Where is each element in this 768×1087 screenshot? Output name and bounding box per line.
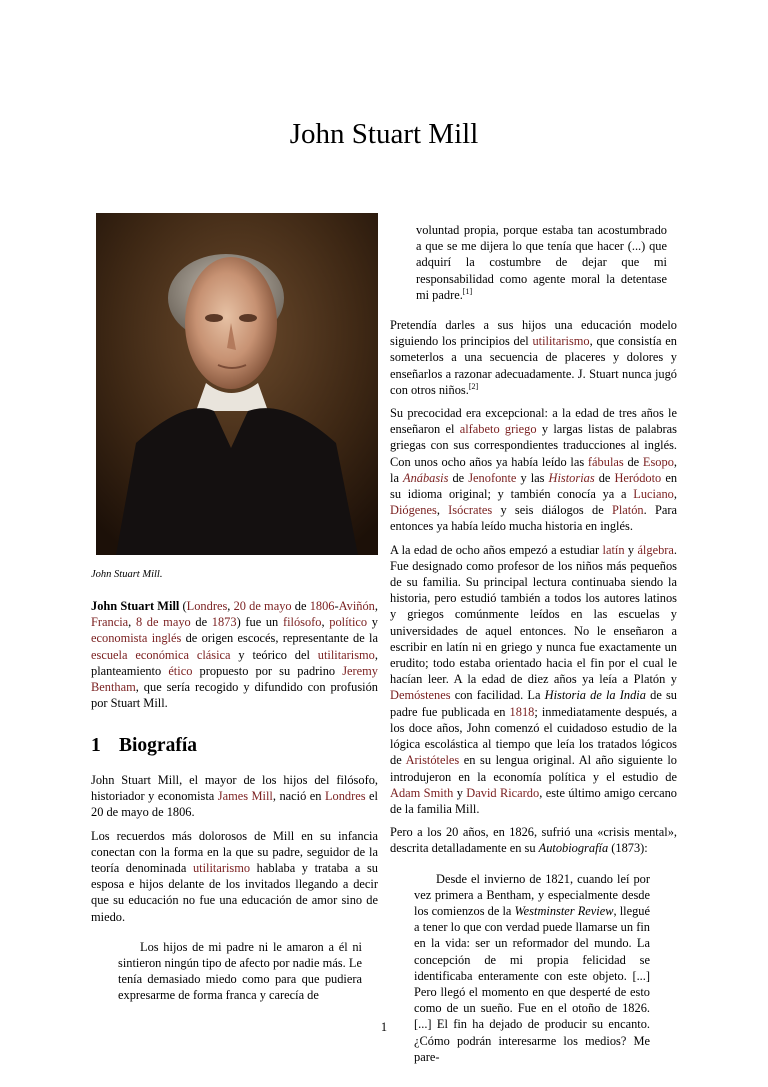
link-filosofo[interactable]: filósofo	[282, 615, 322, 630]
link-algebra[interactable]: álgebra	[637, 542, 674, 557]
text: y	[453, 785, 467, 800]
link-avinon[interactable]: Aviñón	[338, 599, 375, 613]
blockquote-2	[414, 871, 650, 1065]
text: Pero a los 20 años, en 1826, sufrió una «crisis mental», descrita detalladamente en su	[390, 825, 677, 856]
link-historias[interactable]: Historias	[548, 470, 595, 485]
text: en su lengua original. Al año siguiente lo introdujeron en la economía política y el estudio de	[390, 753, 677, 784]
reference-1[interactable]: [1]	[462, 286, 473, 296]
text: y	[624, 542, 638, 557]
text: y teórico del	[230, 647, 318, 662]
paragraph-precocidad	[390, 405, 677, 535]
text: Pretendía darles a sus hijos una educación modelo siguiendo los principios del	[390, 318, 677, 349]
link-1818[interactable]: 1818	[509, 704, 535, 719]
link-diogenes[interactable]: Diógenes	[390, 503, 437, 518]
text: y	[367, 615, 378, 630]
text: y largas listas de palabras griegas con sus correspondientes traducciones al inglés. Con unos ocho años ya había leído las	[390, 422, 677, 469]
link-herodoto[interactable]: Heródoto	[614, 470, 662, 485]
text: propuesto por su padrino	[192, 663, 343, 678]
text: de	[291, 599, 310, 613]
paragraph-ocho-anos	[390, 542, 677, 817]
link-james-mill[interactable]: James Mill	[217, 789, 273, 804]
text: (1873):	[608, 841, 648, 856]
text: , nació en	[272, 789, 325, 804]
link-anabasis[interactable]: Anábasis	[403, 470, 449, 485]
italic-historia-india: Historia de la India	[544, 688, 646, 703]
link-luciano[interactable]: Luciano	[633, 487, 674, 502]
text: ) fue un	[236, 615, 283, 630]
page-number: 1	[380, 1020, 388, 1034]
link-1806[interactable]: 1806	[309, 599, 335, 613]
text: John Stuart Mill, el mayor de los hijos del filósofo, historiador y economista	[91, 773, 378, 804]
link-francia[interactable]: Francia	[91, 615, 129, 630]
italic-westminster-review: Westminster Review	[514, 903, 614, 918]
text: voluntad propia, porque estaba tan acostumbrado a que se me dijera lo que tenía que hacer (...) que adquirí la costumbre de dejar que mi responsabilidad como agente moral la detentase mi padre.	[416, 223, 667, 302]
text: , que consistía en someterlos a una secuencia de placeres y dolores y enseñarlos a razonar adecuadamente. J. Stuart nunca jugó con otros niños.	[390, 334, 677, 397]
text: . Fue designado como profesor de los niños más pequeños de su familia. Su principal lectura continuaba siendo la historia, pero estudió también a todos los autores latinos y griegos comúnmente leídos en las escuelas y universidades de aquel entonces. No le enseñaron a escribir en latín ni en griego y nunca fue exactamente un erudito; todo estaba orientado hacia el fin por el cual le hacían leer. A la edad de diez años ya leía a Platón y	[390, 542, 678, 687]
subject-name: John Stuart Mill	[91, 599, 180, 613]
text: de	[190, 615, 212, 630]
intro-paragraph	[91, 598, 378, 718]
text: (	[182, 599, 187, 613]
link-adam-smith[interactable]: Adam Smith	[390, 785, 454, 800]
link-death-date[interactable]: 8 de mayo	[135, 615, 191, 630]
text: , que sería recogido y difundido con profusión por Stuart Mill.	[91, 680, 378, 711]
text: de	[594, 470, 615, 485]
biography-left-column	[91, 772, 378, 1004]
text: ,	[374, 599, 378, 613]
portrait-photo	[96, 213, 378, 555]
text: de	[448, 470, 469, 485]
paragraph-crisis	[390, 824, 677, 856]
link-aristoteles[interactable]: Aristóteles	[405, 753, 460, 768]
section-heading	[91, 735, 197, 757]
bio-paragraph-1	[91, 772, 378, 821]
section-title: Biografía	[119, 735, 197, 756]
link-jeremy-bentham[interactable]: Jeremy Bentham	[91, 663, 378, 695]
text: ,	[128, 615, 136, 630]
photo-caption: John Stuart Mill.	[91, 569, 163, 580]
text: de	[623, 454, 643, 469]
text: A la edad de ocho años empezó a estudiar	[390, 542, 603, 557]
text: Los recuerdos más dolorosos de Mill en su infancia conectan con la forma en la que su padre, seguidor de la teoría denominada	[91, 828, 378, 876]
text: ; inmediatamente después, a los doce años, John comenzó el cuidadoso estudio de la lógica escolástica al tiempo que leía los tratados lógicos de	[390, 704, 677, 768]
link-david-ricardo[interactable]: David Ricardo	[466, 785, 540, 800]
link-utilitarismo-3[interactable]: utilitarismo	[532, 334, 590, 349]
text: con facilidad. La	[450, 688, 545, 703]
blockquote-1: Los hijos de mi padre ni le amaron a él ni sintieron ningún tipo de afecto por nadie más. Le tenía demasiado miedo como para que pudiera expresarme de forma franca y carecía de	[118, 939, 362, 1003]
link-fabulas[interactable]: fábulas	[587, 454, 624, 469]
text: Su precocidad era excepcional: a la edad de tres años le enseñaron el	[390, 406, 677, 437]
text: ,	[227, 599, 234, 613]
text: . Para entonces ya había leído mucha historia en inglés.	[390, 503, 677, 534]
text: , la	[390, 454, 677, 485]
link-escuela-economica[interactable]: escuela económica clásica	[91, 647, 231, 662]
right-column	[390, 222, 677, 1065]
reference-2[interactable]: [2]	[468, 381, 479, 391]
text: hablaba y trataba a su esposa e hijos delante de los invitados llegando a decir que su educación no fue una educación de amor sino de miedo.	[91, 861, 378, 924]
link-latin[interactable]: latín	[602, 542, 625, 557]
link-jenofonte[interactable]: Jenofonte	[468, 470, 517, 485]
text: el 20 de mayo de 1806.	[91, 789, 378, 820]
text: en su idioma original; y también conocía ya a	[390, 470, 678, 502]
link-etico[interactable]: ético	[168, 663, 193, 678]
text: y las	[516, 470, 549, 485]
text: de su padre fue publicada en	[390, 688, 677, 719]
page-title: John Stuart Mill	[289, 118, 479, 150]
text: ,	[673, 487, 677, 502]
link-politico[interactable]: político	[329, 615, 368, 630]
text: -	[334, 599, 339, 613]
text: Desde el invierno de 1821, cuando leí por vez primera a Bentham, y especialmente desde los comienzos de la	[414, 871, 650, 918]
link-platon[interactable]: Platón	[611, 503, 644, 518]
link-economista[interactable]: economista	[91, 631, 148, 646]
link-utilitarismo-2[interactable]: utilitarismo	[192, 861, 251, 876]
link-ingles[interactable]: inglés	[151, 631, 182, 646]
link-1873[interactable]: 1873	[211, 615, 237, 630]
text: , planteamiento	[91, 647, 378, 678]
section-number: 1	[91, 735, 101, 756]
link-utilitarismo[interactable]: utilitarismo	[317, 647, 375, 662]
bio-paragraph-2	[91, 828, 378, 925]
text: ,	[436, 503, 449, 518]
link-demostenes[interactable]: Demóstenes	[390, 688, 451, 703]
blockquote-1-continued	[416, 222, 667, 303]
text: , llegué a tener lo que con verdad puede llamarse un fin en la vida: ser un reformador del mundo. La concepción de mi propia felicidad se identificaba enteramente con este objeto. [...] Pero llegó el momento en que desperté de esto como de un sueño. Fue en el otoño de 1826. [...] El fin ha dejado de producir su encanto. ¿Cómo podrán interesarme los medios? Me pare-	[414, 903, 650, 1064]
link-esopo[interactable]: Esopo	[642, 454, 674, 469]
text: ,	[321, 615, 330, 630]
link-alfabeto-griego[interactable]: alfabeto griego	[459, 422, 537, 437]
link-isocrates[interactable]: Isócrates	[448, 503, 493, 518]
paragraph-pretendia	[390, 317, 677, 398]
link-birth-date[interactable]: 20 de mayo	[233, 599, 292, 613]
text: y seis diálogos de	[492, 503, 612, 518]
portrait-image	[96, 213, 378, 555]
italic-autobiografia: Autobiografía	[538, 841, 609, 856]
link-londres-2[interactable]: Londres	[324, 789, 366, 804]
text: de origen escocés, representante de la	[181, 631, 378, 646]
text: , este último amigo cercano de la familia Mill.	[390, 785, 677, 816]
link-londres[interactable]: Londres	[186, 599, 228, 613]
